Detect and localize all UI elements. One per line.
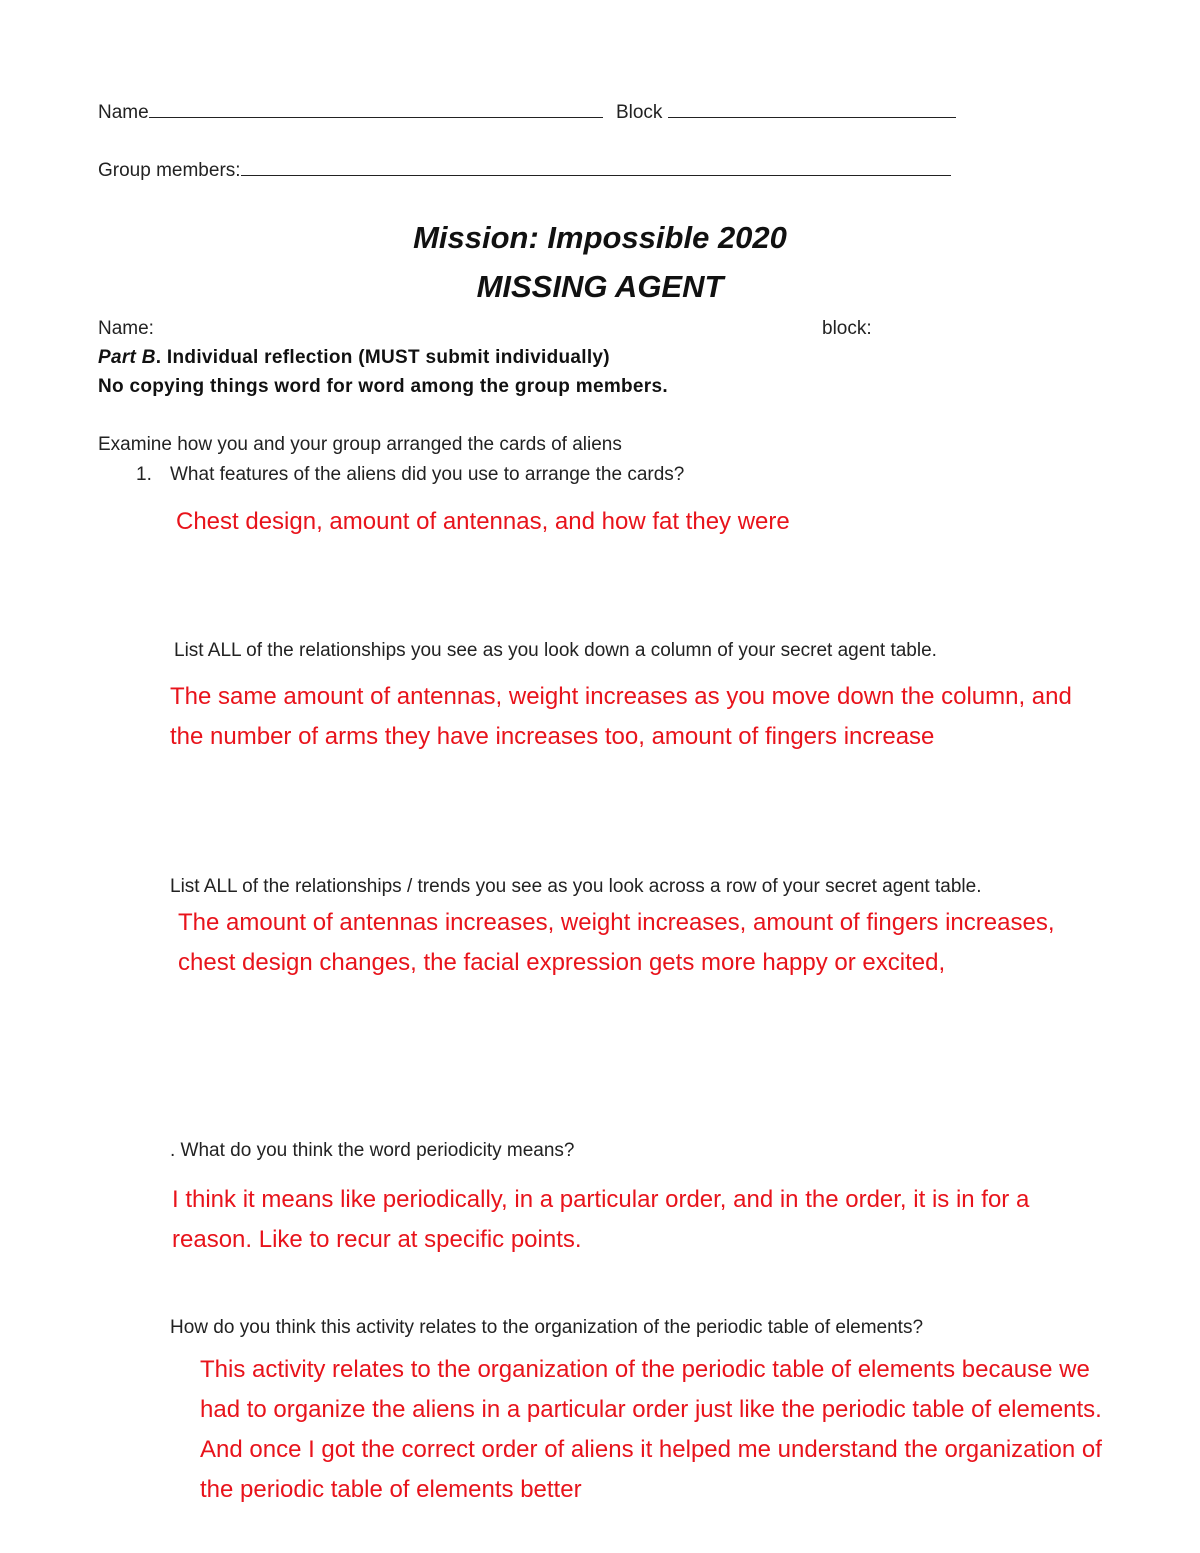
question-2-prompt: List ALL of the relationships you see as you look down a column of your secret agent table.: [174, 640, 937, 661]
name-blank-line[interactable]: [149, 116, 603, 118]
question-5-answer: [200, 1350, 1200, 1510]
answer-line: reason. Like to recur at specific points.: [172, 1226, 582, 1253]
question-3-prompt: List ALL of the relationships / trends you see as you look across a row of your secret agent table.: [170, 876, 982, 897]
name-label: Name: [98, 102, 149, 123]
part-label: Part B: [98, 347, 156, 368]
answer-line: chest design changes, the facial expression gets more happy or excited,: [178, 949, 946, 976]
name-field-row: [98, 102, 956, 124]
answer-line: the number of arms they have increases too, amount of fingers increase: [170, 723, 935, 750]
part-block-label: block:: [822, 318, 872, 339]
answer-line: The same amount of antennas, weight increases as you move down the column, and: [170, 683, 1072, 710]
page-title: Mission: Impossible 2020: [413, 220, 787, 255]
group-members-label: Group members:: [98, 160, 241, 181]
part-description: . Individual reflection (MUST submit individually): [155, 347, 610, 368]
answer-line: I think it means like periodically, in a particular order, and in the order, it is in for a: [172, 1186, 1030, 1213]
no-copying-note: No copying things word for word among the group members.: [98, 376, 668, 397]
question-1-prompt: What features of the aliens did you use to arrange the cards?: [170, 464, 685, 485]
group-members-blank-line[interactable]: [241, 174, 951, 176]
question-1-answer: Chest design, amount of antennas, and how fat they were: [176, 508, 790, 535]
block-blank-line[interactable]: [668, 116, 956, 118]
block-label: Block: [615, 102, 663, 123]
part-heading: [98, 347, 610, 369]
question-5-prompt: How do you think this activity relates to the organization of the periodic table of elements?: [170, 1317, 924, 1338]
answer-line: The amount of antennas increases, weight increases, amount of fingers increases,: [178, 909, 1055, 936]
answer-line: had to organize the aliens in a particular order just like the periodic table of elements.: [200, 1396, 1102, 1423]
question-3-answer: [178, 903, 1188, 983]
group-members-row: [98, 160, 951, 182]
question-2-answer: [170, 677, 1190, 757]
question-number: 1.: [136, 464, 152, 485]
answer-line: And once I got the correct order of aliens it helped me understand the organization of: [200, 1436, 1102, 1463]
question-4-answer: [172, 1180, 1192, 1260]
question-4-prompt: . What do you think the word periodicity means?: [170, 1140, 575, 1161]
intro-text: Examine how you and your group arranged the cards of aliens: [98, 434, 622, 455]
answer-line: This activity relates to the organization of the periodic table of elements because we: [200, 1356, 1090, 1383]
part-name-label: Name:: [98, 318, 154, 339]
page-subtitle: MISSING AGENT: [476, 269, 724, 304]
answer-line: the periodic table of elements better: [200, 1476, 582, 1503]
